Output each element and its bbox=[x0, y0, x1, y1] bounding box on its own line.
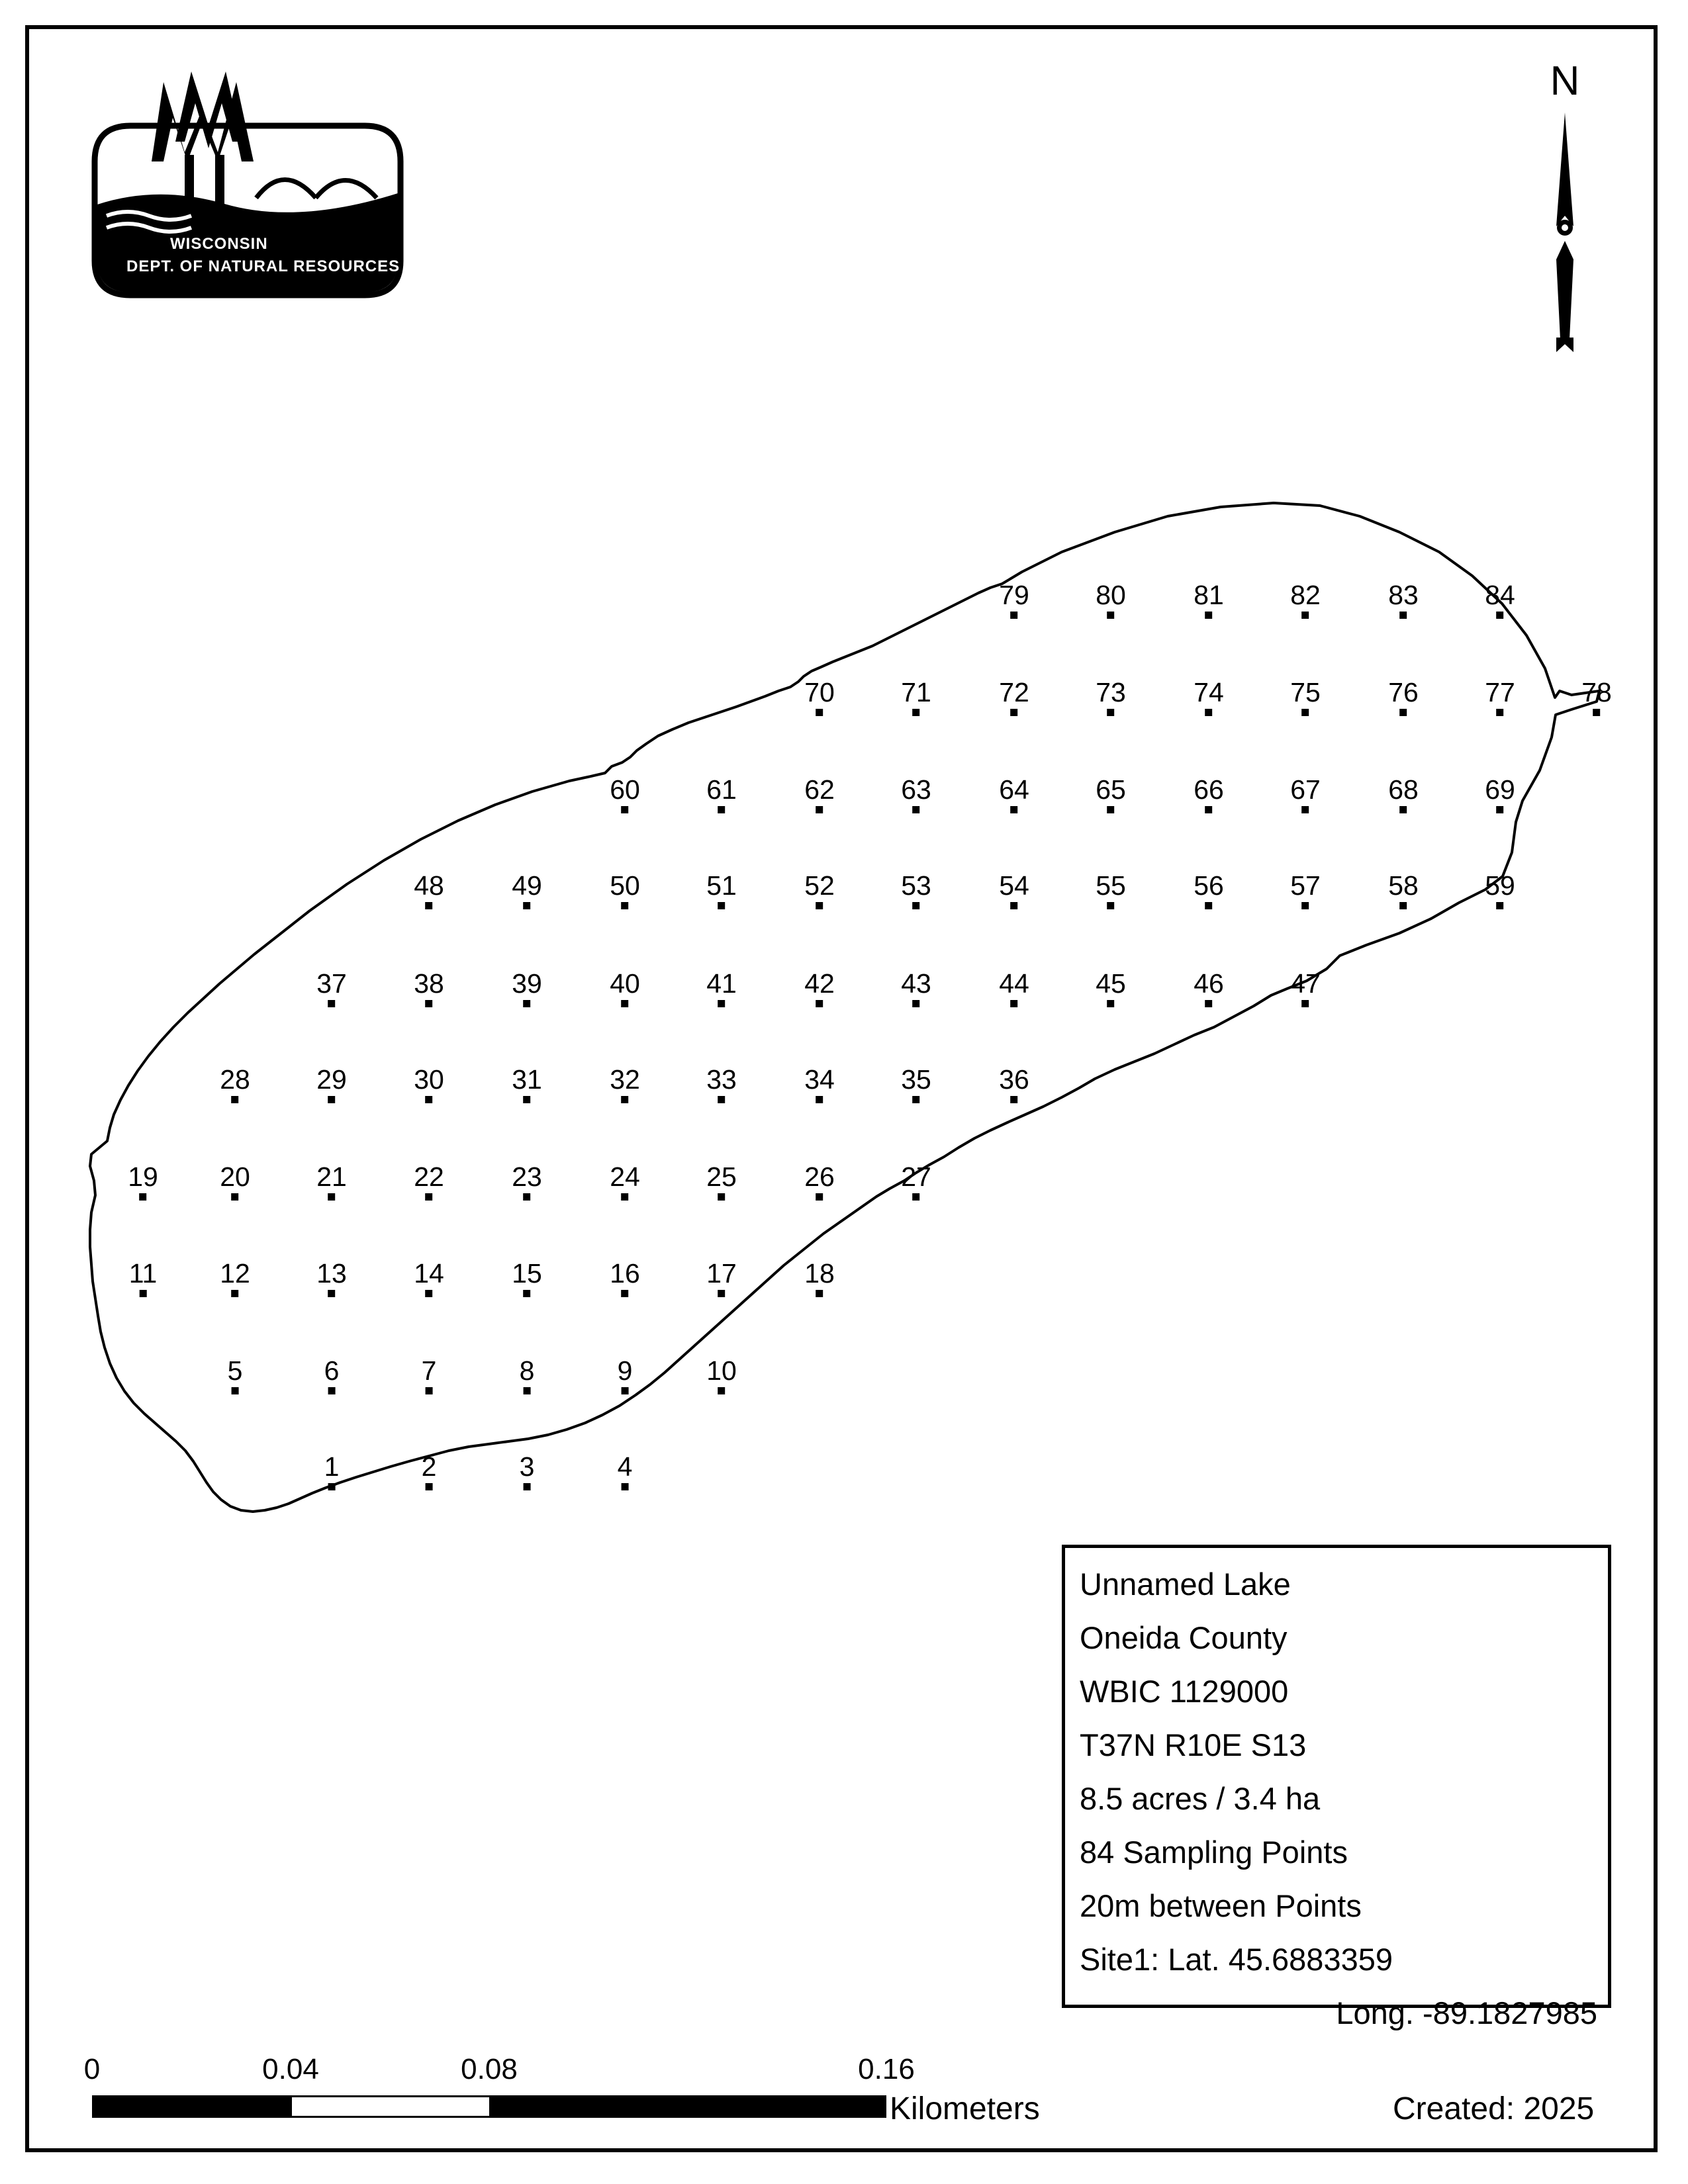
sampling-point-marker bbox=[328, 1290, 335, 1297]
sampling-point-label: 68 bbox=[1388, 774, 1419, 805]
sampling-point-label: 67 bbox=[1290, 774, 1321, 805]
sampling-point-marker bbox=[231, 1193, 238, 1201]
sampling-point-label: 9 bbox=[617, 1355, 633, 1386]
sampling-point-marker bbox=[1301, 902, 1309, 909]
sampling-point-marker bbox=[231, 1096, 238, 1103]
sampling-point-marker bbox=[1399, 806, 1407, 813]
sampling-point-marker bbox=[1107, 612, 1114, 619]
sampling-point-marker bbox=[425, 1096, 432, 1103]
sampling-point-65 bbox=[1096, 775, 1126, 813]
sampling-point-20 bbox=[220, 1162, 250, 1201]
sampling-point-label: 84 bbox=[1485, 580, 1515, 610]
sampling-point-60 bbox=[610, 775, 640, 813]
legend-line-wbic: WBIC 1129000 bbox=[1080, 1674, 1289, 1709]
sampling-point-marker bbox=[1107, 806, 1114, 813]
sampling-point-marker bbox=[1496, 709, 1503, 716]
sampling-point-label: 80 bbox=[1096, 580, 1126, 610]
scale-tick-2: 0.08 bbox=[461, 2053, 518, 2085]
sampling-point-42 bbox=[804, 969, 835, 1007]
sampling-point-label: 77 bbox=[1485, 677, 1515, 707]
sampling-point-marker bbox=[816, 1000, 823, 1007]
sampling-point-marker bbox=[912, 1000, 919, 1007]
sampling-point-marker bbox=[816, 1193, 823, 1201]
legend-line-point-spacing: 20m between Points bbox=[1080, 1888, 1362, 1923]
sampling-point-label: 32 bbox=[610, 1064, 640, 1095]
sampling-point-marker bbox=[621, 902, 628, 909]
sampling-point-26 bbox=[804, 1162, 835, 1201]
sampling-point-label: 6 bbox=[324, 1355, 340, 1386]
sampling-point-label: 5 bbox=[227, 1355, 243, 1386]
sampling-point-label: 49 bbox=[512, 870, 542, 901]
sampling-point-34 bbox=[804, 1065, 835, 1103]
sampling-point-33 bbox=[706, 1065, 737, 1103]
sampling-point-label: 19 bbox=[128, 1161, 158, 1192]
scale-tick-0: 0 bbox=[83, 2053, 101, 2085]
sampling-point-32 bbox=[610, 1065, 640, 1103]
sampling-point-14 bbox=[414, 1259, 444, 1297]
sampling-point-label: 71 bbox=[901, 677, 931, 707]
sampling-point-marker bbox=[523, 1193, 530, 1201]
sampling-point-37 bbox=[316, 969, 347, 1007]
sampling-point-label: 39 bbox=[512, 968, 542, 999]
sampling-point-73 bbox=[1096, 678, 1126, 716]
sampling-point-label: 12 bbox=[220, 1258, 250, 1289]
sampling-point-marker bbox=[1496, 612, 1503, 619]
sampling-point-74 bbox=[1194, 678, 1224, 716]
sampling-point-label: 52 bbox=[804, 870, 835, 901]
sampling-point-marker bbox=[1205, 612, 1212, 619]
sampling-point-label: 31 bbox=[512, 1064, 542, 1095]
sampling-point-83 bbox=[1388, 580, 1419, 619]
sampling-point-marker bbox=[328, 1387, 336, 1394]
sampling-point-label: 79 bbox=[999, 580, 1029, 610]
sampling-point-marker bbox=[426, 1483, 433, 1490]
sampling-point-19 bbox=[128, 1162, 158, 1201]
sampling-point-40 bbox=[610, 969, 640, 1007]
sampling-point-77 bbox=[1485, 678, 1515, 716]
sampling-point-label: 55 bbox=[1096, 870, 1126, 901]
sampling-point-44 bbox=[999, 969, 1029, 1007]
sampling-point-71 bbox=[901, 678, 931, 716]
sampling-point-label: 8 bbox=[519, 1355, 535, 1386]
sampling-point-marker bbox=[524, 1387, 531, 1394]
sampling-point-75 bbox=[1290, 678, 1321, 716]
sampling-point-marker bbox=[1010, 1096, 1017, 1103]
sampling-point-marker bbox=[912, 902, 919, 909]
sampling-point-marker bbox=[425, 1193, 432, 1201]
sampling-point-label: 81 bbox=[1194, 580, 1224, 610]
scale-tick-3: 0.16 bbox=[858, 2053, 915, 2085]
sampling-point-label: 20 bbox=[220, 1161, 250, 1192]
sampling-point-3 bbox=[520, 1452, 535, 1490]
svg-text:WISCONSIN: WISCONSIN bbox=[170, 235, 268, 253]
sampling-point-16 bbox=[610, 1259, 640, 1297]
sampling-point-25 bbox=[706, 1162, 737, 1201]
sampling-point-marker bbox=[718, 902, 725, 909]
sampling-point-52 bbox=[804, 871, 835, 909]
created-label: Created: 2025 bbox=[1393, 2091, 1595, 2126]
sampling-point-label: 69 bbox=[1485, 774, 1515, 805]
sampling-point-5 bbox=[228, 1356, 243, 1394]
sampling-point-label: 25 bbox=[706, 1161, 737, 1192]
sampling-point-label: 70 bbox=[804, 677, 835, 707]
sampling-point-marker bbox=[1205, 902, 1212, 909]
sampling-point-marker bbox=[816, 1290, 823, 1297]
sampling-point-label: 40 bbox=[610, 968, 640, 999]
sampling-point-label: 74 bbox=[1194, 677, 1224, 707]
sampling-point-41 bbox=[706, 969, 737, 1007]
sampling-point-68 bbox=[1388, 775, 1419, 813]
sampling-point-label: 17 bbox=[706, 1258, 737, 1289]
sampling-point-label: 28 bbox=[220, 1064, 250, 1095]
sampling-point-38 bbox=[414, 969, 444, 1007]
sampling-point-6 bbox=[324, 1356, 340, 1394]
sampling-point-marker bbox=[1010, 806, 1017, 813]
sampling-point-label: 4 bbox=[617, 1451, 633, 1482]
sampling-point-label: 53 bbox=[901, 870, 931, 901]
sampling-point-label: 56 bbox=[1194, 870, 1224, 901]
sampling-point-59 bbox=[1485, 871, 1515, 909]
sampling-point-53 bbox=[901, 871, 931, 909]
sampling-point-7 bbox=[422, 1356, 437, 1394]
sampling-point-marker bbox=[816, 709, 823, 716]
sampling-point-label: 38 bbox=[414, 968, 444, 999]
sampling-point-label: 11 bbox=[128, 1258, 158, 1289]
scale-bar-units: Kilometers bbox=[890, 2091, 1040, 2126]
sampling-point-marker bbox=[816, 902, 823, 909]
sampling-point-81 bbox=[1194, 580, 1224, 619]
sampling-point-label: 27 bbox=[901, 1161, 931, 1192]
sampling-point-84 bbox=[1485, 580, 1515, 619]
sampling-point-label: 16 bbox=[610, 1258, 640, 1289]
sampling-point-label: 58 bbox=[1388, 870, 1419, 901]
north-arrow-glyph bbox=[1515, 58, 1615, 372]
sampling-point-label: 3 bbox=[519, 1451, 535, 1482]
sampling-point-label: 62 bbox=[804, 774, 835, 805]
sampling-point-marker bbox=[524, 1483, 531, 1490]
sampling-point-marker bbox=[1496, 806, 1503, 813]
sampling-point-50 bbox=[610, 871, 640, 909]
sampling-point-47 bbox=[1290, 969, 1321, 1007]
sampling-point-12 bbox=[220, 1259, 250, 1297]
sampling-point-label: 37 bbox=[316, 968, 347, 999]
sampling-point-marker bbox=[718, 1193, 725, 1201]
sampling-point-label: 36 bbox=[999, 1064, 1029, 1095]
sampling-point-marker bbox=[328, 1483, 336, 1490]
legend-line-county: Oneida County bbox=[1080, 1620, 1288, 1655]
sampling-point-marker bbox=[1010, 612, 1017, 619]
sampling-point-label: 60 bbox=[610, 774, 640, 805]
sampling-point-27 bbox=[901, 1162, 931, 1201]
sampling-point-24 bbox=[610, 1162, 640, 1201]
sampling-point-marker bbox=[328, 1000, 335, 1007]
legend-line-latitude: Site1: Lat. 45.6883359 bbox=[1080, 1942, 1393, 1977]
sampling-point-marker bbox=[912, 1096, 919, 1103]
sampling-point-46 bbox=[1194, 969, 1224, 1007]
sampling-point-56 bbox=[1194, 871, 1224, 909]
sampling-point-label: 48 bbox=[414, 870, 444, 901]
sampling-point-label: 30 bbox=[414, 1064, 444, 1095]
sampling-point-label: 26 bbox=[804, 1161, 835, 1192]
sampling-point-72 bbox=[999, 678, 1029, 716]
sampling-point-54 bbox=[999, 871, 1029, 909]
sampling-point-marker bbox=[621, 1096, 628, 1103]
sampling-point-31 bbox=[512, 1065, 542, 1103]
sampling-point-70 bbox=[804, 678, 835, 716]
sampling-point-61 bbox=[706, 775, 737, 813]
sampling-point-label: 82 bbox=[1290, 580, 1321, 610]
sampling-point-marker bbox=[621, 1193, 628, 1201]
sampling-point-marker bbox=[912, 1193, 919, 1201]
north-arrow bbox=[1515, 58, 1615, 372]
sampling-point-marker bbox=[523, 1000, 530, 1007]
sampling-point-marker bbox=[231, 1290, 238, 1297]
sampling-point-marker bbox=[1107, 902, 1114, 909]
sampling-point-21 bbox=[316, 1162, 347, 1201]
wisconsin-dnr-logo bbox=[85, 62, 410, 307]
sampling-point-label: 45 bbox=[1096, 968, 1126, 999]
sampling-point-label: 7 bbox=[421, 1355, 437, 1386]
sampling-point-marker bbox=[1205, 1000, 1212, 1007]
sampling-point-57 bbox=[1290, 871, 1321, 909]
sampling-point-label: 23 bbox=[512, 1161, 542, 1192]
sampling-point-marker bbox=[718, 1000, 725, 1007]
sampling-point-marker bbox=[1301, 806, 1309, 813]
scale-bar-segment-1 bbox=[94, 2097, 292, 2116]
sampling-point-label: 61 bbox=[706, 774, 737, 805]
sampling-point-marker bbox=[425, 902, 432, 909]
sampling-point-marker bbox=[622, 1387, 629, 1394]
sampling-point-79 bbox=[999, 580, 1029, 619]
scale-bar-ticks bbox=[83, 2053, 915, 2091]
sampling-point-marker bbox=[523, 902, 530, 909]
sampling-point-label: 63 bbox=[901, 774, 931, 805]
svg-text:DEPT. OF NATURAL RESOURCES: DEPT. OF NATURAL RESOURCES bbox=[126, 257, 400, 275]
sampling-point-label: 34 bbox=[804, 1064, 835, 1095]
sampling-point-label: 76 bbox=[1388, 677, 1419, 707]
sampling-point-marker bbox=[140, 1290, 147, 1297]
sampling-point-marker bbox=[718, 1290, 725, 1297]
sampling-point-marker bbox=[621, 806, 628, 813]
sampling-point-label: 65 bbox=[1096, 774, 1126, 805]
map-title-block bbox=[1062, 1545, 1611, 2030]
sampling-point-66 bbox=[1194, 775, 1224, 813]
sampling-point-marker bbox=[523, 1290, 530, 1297]
sampling-point-51 bbox=[706, 871, 737, 909]
scale-bar bbox=[83, 2053, 915, 2140]
sampling-point-label: 50 bbox=[610, 870, 640, 901]
legend-line-trs: T37N R10E S13 bbox=[1080, 1727, 1307, 1762]
sampling-point-marker bbox=[426, 1387, 433, 1394]
sampling-point-label: 24 bbox=[610, 1161, 640, 1192]
sampling-point-label: 15 bbox=[512, 1258, 542, 1289]
sampling-point-8 bbox=[520, 1356, 535, 1394]
scale-tick-1: 0.04 bbox=[262, 2053, 319, 2085]
sampling-point-label: 43 bbox=[901, 968, 931, 999]
sampling-point-78 bbox=[1581, 678, 1612, 716]
sampling-point-49 bbox=[512, 871, 542, 909]
sampling-point-64 bbox=[999, 775, 1029, 813]
sampling-point-marker bbox=[621, 1290, 628, 1297]
sampling-point-label: 83 bbox=[1388, 580, 1419, 610]
sampling-point-9 bbox=[618, 1356, 633, 1394]
sampling-point-62 bbox=[804, 775, 835, 813]
sampling-point-marker bbox=[139, 1193, 146, 1201]
map-frame bbox=[25, 25, 1658, 2152]
sampling-point-marker bbox=[816, 806, 823, 813]
sampling-point-label: 18 bbox=[804, 1258, 835, 1289]
sampling-point-label: 66 bbox=[1194, 774, 1224, 805]
sampling-point-marker bbox=[523, 1096, 530, 1103]
sampling-point-label: 47 bbox=[1290, 968, 1321, 999]
legend-line-point-count: 84 Sampling Points bbox=[1080, 1835, 1348, 1870]
sampling-point-29 bbox=[316, 1065, 347, 1103]
sampling-point-45 bbox=[1096, 969, 1126, 1007]
sampling-point-80 bbox=[1096, 580, 1126, 619]
legend-line-longitude: Long. -89.1827985 bbox=[1336, 1995, 1597, 2030]
sampling-point-label: 2 bbox=[421, 1451, 437, 1482]
sampling-point-marker bbox=[232, 1387, 239, 1394]
sampling-point-82 bbox=[1290, 580, 1321, 619]
sampling-point-marker bbox=[328, 1193, 335, 1201]
sampling-point-label: 33 bbox=[706, 1064, 737, 1095]
sampling-point-36 bbox=[999, 1065, 1029, 1103]
sampling-point-marker bbox=[621, 1000, 628, 1007]
sampling-point-label: 64 bbox=[999, 774, 1029, 805]
sampling-point-marker bbox=[1010, 709, 1017, 716]
sampling-point-marker bbox=[1205, 806, 1212, 813]
sampling-point-2 bbox=[422, 1452, 437, 1490]
sampling-point-35 bbox=[901, 1065, 931, 1103]
sampling-point-marker bbox=[816, 1096, 823, 1103]
sampling-point-15 bbox=[512, 1259, 542, 1297]
sampling-point-label: 78 bbox=[1581, 677, 1612, 707]
sampling-point-13 bbox=[316, 1259, 347, 1297]
sampling-point-label: 14 bbox=[414, 1258, 444, 1289]
sampling-point-23 bbox=[512, 1162, 542, 1201]
scale-bar-segment-2 bbox=[292, 2097, 490, 2116]
north-arrow-label: N bbox=[1550, 58, 1580, 104]
sampling-point-28 bbox=[220, 1065, 250, 1103]
sampling-point-30 bbox=[414, 1065, 444, 1103]
sampling-point-marker bbox=[1107, 709, 1114, 716]
sampling-point-label: 44 bbox=[999, 968, 1029, 999]
legend-line-lake-name: Unnamed Lake bbox=[1080, 1567, 1291, 1602]
sampling-point-label: 13 bbox=[316, 1258, 347, 1289]
sampling-point-label: 41 bbox=[706, 968, 737, 999]
sampling-point-marker bbox=[718, 1096, 725, 1103]
sampling-point-marker bbox=[1205, 709, 1212, 716]
sampling-point-label: 75 bbox=[1290, 677, 1321, 707]
sampling-point-label: 42 bbox=[804, 968, 835, 999]
sampling-point-label: 21 bbox=[316, 1161, 347, 1192]
sampling-point-marker bbox=[1399, 902, 1407, 909]
sampling-point-marker bbox=[1301, 612, 1309, 619]
sampling-point-18 bbox=[804, 1259, 835, 1297]
sampling-point-48 bbox=[414, 871, 444, 909]
sampling-point-marker bbox=[1301, 1000, 1309, 1007]
sampling-point-69 bbox=[1485, 775, 1515, 813]
sampling-point-marker bbox=[1010, 1000, 1017, 1007]
sampling-point-marker bbox=[718, 806, 725, 813]
sampling-point-58 bbox=[1388, 871, 1419, 909]
sampling-point-39 bbox=[512, 969, 542, 1007]
sampling-point-marker bbox=[912, 806, 919, 813]
sampling-point-63 bbox=[901, 775, 931, 813]
sampling-point-marker bbox=[1496, 902, 1503, 909]
sampling-point-marker bbox=[425, 1000, 432, 1007]
sampling-point-11 bbox=[129, 1259, 158, 1297]
sampling-point-55 bbox=[1096, 871, 1126, 909]
sampling-point-marker bbox=[1399, 709, 1407, 716]
sampling-point-label: 10 bbox=[706, 1355, 737, 1386]
sampling-point-label: 73 bbox=[1096, 677, 1126, 707]
sampling-point-10 bbox=[706, 1356, 737, 1394]
sampling-point-22 bbox=[414, 1162, 444, 1201]
sampling-point-label: 1 bbox=[324, 1451, 340, 1482]
sampling-point-marker bbox=[328, 1096, 335, 1103]
sampling-point-label: 22 bbox=[414, 1161, 444, 1192]
sampling-point-label: 46 bbox=[1194, 968, 1224, 999]
sampling-point-43 bbox=[901, 969, 931, 1007]
sampling-point-17 bbox=[706, 1259, 737, 1297]
sampling-point-label: 35 bbox=[901, 1064, 931, 1095]
sampling-point-76 bbox=[1388, 678, 1419, 716]
sampling-point-67 bbox=[1290, 775, 1321, 813]
sampling-point-marker bbox=[425, 1290, 432, 1297]
sampling-point-marker bbox=[1107, 1000, 1114, 1007]
sampling-point-label: 51 bbox=[706, 870, 737, 901]
sampling-point-marker bbox=[912, 709, 919, 716]
sampling-point-label: 57 bbox=[1290, 870, 1321, 901]
sampling-point-4 bbox=[618, 1452, 633, 1490]
sampling-point-label: 29 bbox=[316, 1064, 347, 1095]
sampling-point-label: 54 bbox=[999, 870, 1029, 901]
scale-bar-segment-3 bbox=[489, 2097, 884, 2116]
sampling-point-marker bbox=[1399, 612, 1407, 619]
legend-line-area: 8.5 acres / 3.4 ha bbox=[1080, 1781, 1321, 1816]
sampling-point-label: 72 bbox=[999, 677, 1029, 707]
sampling-point-label: 59 bbox=[1485, 870, 1515, 901]
sampling-point-marker bbox=[622, 1483, 629, 1490]
sampling-point-marker bbox=[718, 1387, 725, 1394]
sampling-point-marker bbox=[1010, 902, 1017, 909]
scale-bar-graphic bbox=[92, 2095, 886, 2118]
sampling-point-1 bbox=[324, 1452, 340, 1490]
sampling-point-marker bbox=[1301, 709, 1309, 716]
sampling-point-marker bbox=[1593, 709, 1600, 716]
